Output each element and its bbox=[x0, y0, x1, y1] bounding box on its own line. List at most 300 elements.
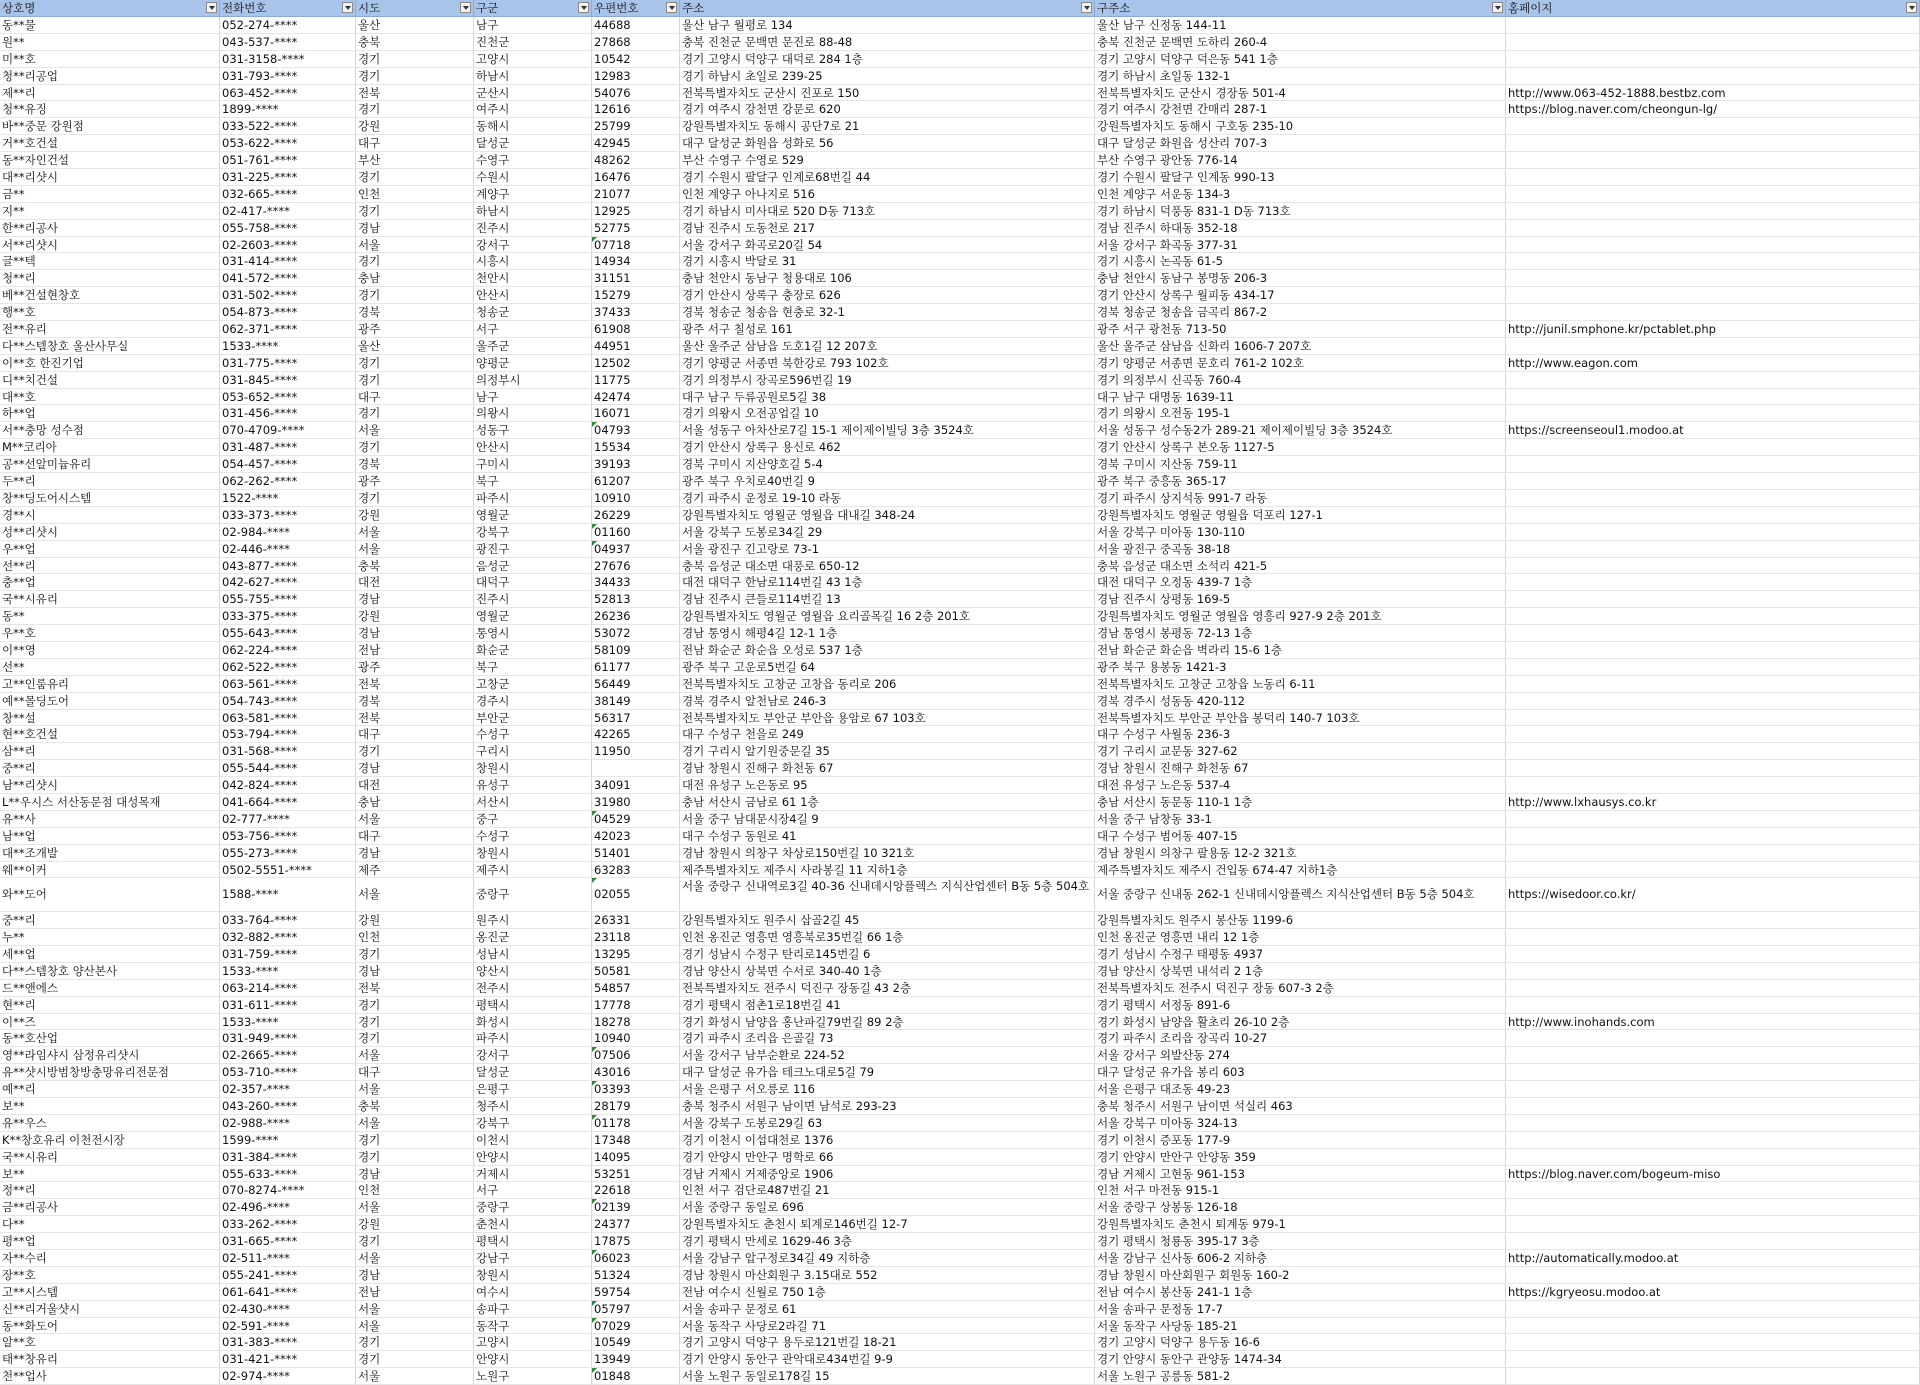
table-cell[interactable]: 경남 거제시 고현동 961-153 bbox=[1095, 1166, 1506, 1183]
table-cell[interactable]: 경남 통영시 봉평동 72-13 1층 bbox=[1095, 625, 1506, 642]
table-cell[interactable]: 충남 서산시 동문동 110-1 1층 bbox=[1095, 794, 1506, 811]
table-cell[interactable]: 경기 성남시 수정구 탄리로145번길 6 bbox=[680, 946, 1095, 963]
table-cell[interactable]: 남**리샷시 bbox=[0, 777, 220, 794]
table-cell[interactable]: 대**조개발 bbox=[0, 845, 220, 862]
table-cell[interactable]: 동해시 bbox=[474, 118, 592, 135]
table-cell[interactable]: 경기 구리시 알기원중문길 35 bbox=[680, 743, 1095, 760]
table-cell[interactable]: 062-522-**** bbox=[220, 659, 356, 676]
table-cell[interactable]: 충**업 bbox=[0, 574, 220, 591]
table-cell[interactable]: 31151 bbox=[592, 270, 680, 287]
table-cell[interactable]: 유**우스 bbox=[0, 1115, 220, 1132]
table-cell[interactable]: 세**업 bbox=[0, 946, 220, 963]
table-cell[interactable]: 54076 bbox=[592, 85, 680, 102]
table-cell[interactable]: 1599-**** bbox=[220, 1132, 356, 1149]
table-cell[interactable]: 경기 화성시 남양읍 활초리 26-10 2층 bbox=[1095, 1014, 1506, 1031]
table-cell[interactable]: 041-572-**** bbox=[220, 270, 356, 287]
table-cell[interactable]: 충북 음성군 대소면 대풍로 650-12 bbox=[680, 558, 1095, 575]
table-cell[interactable]: 42945 bbox=[592, 135, 680, 152]
table-cell[interactable]: 34091 bbox=[592, 777, 680, 794]
table-cell[interactable]: 전남 bbox=[356, 642, 474, 659]
table-cell[interactable]: 대구 달성군 유가읍 봉리 603 bbox=[1095, 1064, 1506, 1081]
table-cell[interactable]: 15534 bbox=[592, 439, 680, 456]
table-cell[interactable]: 대구 남구 대명동 1639-11 bbox=[1095, 389, 1506, 406]
table-cell[interactable]: 27676 bbox=[592, 558, 680, 575]
table-cell[interactable] bbox=[1506, 929, 1920, 946]
table-cell[interactable]: 042-627-**** bbox=[220, 574, 356, 591]
table-cell[interactable]: 서울 동작구 사당동 185-21 bbox=[1095, 1318, 1506, 1335]
table-cell[interactable]: 서울 동작구 사당로2라길 71 bbox=[680, 1318, 1095, 1335]
table-cell[interactable]: 유**샷시방범창방충망유리전문점 bbox=[0, 1064, 220, 1081]
table-cell[interactable]: 02-496-**** bbox=[220, 1199, 356, 1216]
table-cell[interactable]: 화순군 bbox=[474, 642, 592, 659]
table-cell[interactable] bbox=[1506, 456, 1920, 473]
table-cell[interactable]: 서울 강북구 미아동 130-110 bbox=[1095, 524, 1506, 541]
table-cell[interactable] bbox=[1506, 1334, 1920, 1351]
table-cell[interactable]: 경기 안산시 상록구 본오동 1127-5 bbox=[1095, 439, 1506, 456]
table-cell[interactable]: 경기 bbox=[356, 1334, 474, 1351]
table-cell[interactable]: 경기 여주시 강천면 간매리 287-1 bbox=[1095, 101, 1506, 118]
table-cell[interactable]: 서울 bbox=[356, 1047, 474, 1064]
table-cell[interactable]: 경남 bbox=[356, 220, 474, 237]
table-cell[interactable]: 광주 bbox=[356, 659, 474, 676]
table-cell[interactable] bbox=[1506, 642, 1920, 659]
table-cell[interactable]: 여주시 bbox=[474, 101, 592, 118]
table-cell[interactable]: 안산시 bbox=[474, 287, 592, 304]
table-cell[interactable]: 06023 bbox=[592, 1250, 680, 1267]
table-cell[interactable] bbox=[1506, 1199, 1920, 1216]
filter-dropdown-icon[interactable] bbox=[460, 2, 471, 13]
table-cell[interactable]: 1533-**** bbox=[220, 963, 356, 980]
table-cell[interactable]: 서울 bbox=[356, 1368, 474, 1385]
column-header[interactable] bbox=[680, 0, 1095, 17]
table-cell[interactable]: 02139 bbox=[592, 1199, 680, 1216]
table-cell[interactable]: 거**호건설 bbox=[0, 135, 220, 152]
table-cell[interactable]: 전북 bbox=[356, 710, 474, 727]
table-cell[interactable]: 1899-**** bbox=[220, 101, 356, 118]
table-cell[interactable]: 원** bbox=[0, 34, 220, 51]
table-cell[interactable]: 청**리공업 bbox=[0, 68, 220, 85]
table-cell[interactable]: 경기 안산시 상록구 충장로 626 bbox=[680, 287, 1095, 304]
table-cell[interactable]: 경기 고양시 덕양구 덕은동 541 1층 bbox=[1095, 51, 1506, 68]
table-cell[interactable]: 대전 대덕구 한남로114번길 43 1층 bbox=[680, 574, 1095, 591]
table-cell[interactable]: 경남 창원시 의창구 차상로150번길 10 321호 bbox=[680, 845, 1095, 862]
table-cell[interactable] bbox=[1506, 676, 1920, 693]
table-cell[interactable]: 대구 bbox=[356, 135, 474, 152]
table-cell[interactable]: 경남 진주시 상평동 169-5 bbox=[1095, 591, 1506, 608]
table-cell[interactable] bbox=[1506, 591, 1920, 608]
table-cell[interactable] bbox=[1506, 811, 1920, 828]
table-cell[interactable]: 26236 bbox=[592, 608, 680, 625]
table-cell[interactable]: 대전 유성구 노은동로 95 bbox=[680, 777, 1095, 794]
table-cell[interactable]: 고**시스템 bbox=[0, 1284, 220, 1301]
table-cell[interactable]: 전남 여수시 신월로 750 1층 bbox=[680, 1284, 1095, 1301]
table-cell[interactable]: 031-383-**** bbox=[220, 1334, 356, 1351]
table-cell[interactable]: 경기 안양시 만안구 명학로 66 bbox=[680, 1149, 1095, 1166]
table-cell[interactable]: 서울 은평구 대조동 49-23 bbox=[1095, 1081, 1506, 1098]
table-cell[interactable]: 041-664-**** bbox=[220, 794, 356, 811]
table-cell[interactable]: 070-4709-**** bbox=[220, 422, 356, 439]
table-cell[interactable]: 금**리공사 bbox=[0, 1199, 220, 1216]
table-cell[interactable]: 서울 중랑구 상봉동 126-18 bbox=[1095, 1199, 1506, 1216]
table-cell[interactable]: 광주 북구 우치로40번길 9 bbox=[680, 473, 1095, 490]
table-cell[interactable]: 평**업 bbox=[0, 1233, 220, 1250]
table-cell[interactable]: 경기 파주시 조리읍 장곡리 10-27 bbox=[1095, 1030, 1506, 1047]
table-cell[interactable]: 02-988-**** bbox=[220, 1115, 356, 1132]
table-cell[interactable]: 서울 bbox=[356, 1250, 474, 1267]
table-cell[interactable]: 063-214-**** bbox=[220, 980, 356, 997]
table-cell[interactable]: 50581 bbox=[592, 963, 680, 980]
table-cell[interactable]: 서울 광진구 긴고랑로 73-1 bbox=[680, 541, 1095, 558]
table-cell[interactable]: 강원특별자치도 춘천시 퇴계동 979-1 bbox=[1095, 1216, 1506, 1233]
table-cell[interactable]: 경기 성남시 수정구 태평동 4937 bbox=[1095, 946, 1506, 963]
table-cell[interactable]: 인천 옹진군 영흥면 내리 12 1층 bbox=[1095, 929, 1506, 946]
table-cell[interactable] bbox=[1506, 17, 1920, 34]
table-cell[interactable]: 국**시유리 bbox=[0, 1149, 220, 1166]
table-cell[interactable]: 경기 안양시 만안구 안양동 359 bbox=[1095, 1149, 1506, 1166]
table-cell[interactable]: 서울 bbox=[356, 1318, 474, 1335]
table-cell[interactable]: 서울 bbox=[356, 1301, 474, 1318]
table-cell[interactable]: 서울 노원구 동일로178길 15 bbox=[680, 1368, 1095, 1385]
table-cell[interactable]: 수영구 bbox=[474, 152, 592, 169]
table-cell[interactable]: 대구 수성구 동원로 41 bbox=[680, 828, 1095, 845]
table-cell[interactable]: 경기 파주시 조리읍 은골길 73 bbox=[680, 1030, 1095, 1047]
table-cell[interactable]: 다**스템창호 울산사무실 bbox=[0, 338, 220, 355]
table-cell[interactable]: 동**물 bbox=[0, 17, 220, 34]
table-cell[interactable]: 11775 bbox=[592, 372, 680, 389]
table-cell[interactable]: 충북 청주시 서원구 남이면 남석로 293-23 bbox=[680, 1098, 1095, 1115]
column-header[interactable] bbox=[1506, 0, 1920, 17]
table-cell[interactable]: 강원 bbox=[356, 118, 474, 135]
table-cell[interactable]: 남**업 bbox=[0, 828, 220, 845]
table-cell[interactable]: 양평군 bbox=[474, 355, 592, 372]
table-cell[interactable] bbox=[1506, 1216, 1920, 1233]
table-cell[interactable]: 두**리 bbox=[0, 473, 220, 490]
table-cell[interactable]: 031-225-**** bbox=[220, 169, 356, 186]
table-cell[interactable]: 48262 bbox=[592, 152, 680, 169]
table-cell[interactable]: 전북특별자치도 부안군 부안읍 봉덕리 140-7 103호 bbox=[1095, 710, 1506, 727]
table-cell[interactable] bbox=[1506, 1233, 1920, 1250]
table-cell[interactable]: 경기 파주시 상지석동 991-7 라동 bbox=[1095, 490, 1506, 507]
table-cell[interactable]: 서울 bbox=[356, 237, 474, 254]
table-cell[interactable]: 1533-**** bbox=[220, 338, 356, 355]
table-cell[interactable]: 054-457-**** bbox=[220, 456, 356, 473]
table-cell[interactable]: 경기 평택시 청룡동 395-17 3층 bbox=[1095, 1233, 1506, 1250]
table-cell[interactable]: 안양시 bbox=[474, 1351, 592, 1368]
table-cell[interactable]: 인천 bbox=[356, 929, 474, 946]
table-cell[interactable]: 경남 창원시 마산회원구 3.15대로 552 bbox=[680, 1267, 1095, 1284]
table-cell[interactable]: 경기 bbox=[356, 946, 474, 963]
table-cell[interactable]: 울주군 bbox=[474, 338, 592, 355]
table-cell[interactable]: 전북특별자치도 군산시 경장동 501-4 bbox=[1095, 85, 1506, 102]
table-cell[interactable]: 07506 bbox=[592, 1047, 680, 1064]
table-cell[interactable]: http://www.inohands.com bbox=[1506, 1014, 1920, 1031]
table-cell[interactable]: 04793 bbox=[592, 422, 680, 439]
table-cell[interactable] bbox=[1506, 439, 1920, 456]
table-cell[interactable]: 전남 화순군 화순읍 오성로 537 1층 bbox=[680, 642, 1095, 659]
table-cell[interactable]: 11950 bbox=[592, 743, 680, 760]
table-cell[interactable]: 경기 하남시 덕풍동 831-1 D동 713호 bbox=[1095, 203, 1506, 220]
table-cell[interactable]: 태**창유리 bbox=[0, 1351, 220, 1368]
table-cell[interactable]: 우**호 bbox=[0, 625, 220, 642]
table-cell[interactable] bbox=[1506, 287, 1920, 304]
table-cell[interactable]: 1533-**** bbox=[220, 1014, 356, 1031]
table-cell[interactable]: 23118 bbox=[592, 929, 680, 946]
table-cell[interactable]: 강원특별자치도 영월군 영월읍 덕포리 127-1 bbox=[1095, 507, 1506, 524]
table-cell[interactable]: 평택시 bbox=[474, 997, 592, 1014]
table-cell[interactable]: 충북 진천군 문백면 도하리 260-4 bbox=[1095, 34, 1506, 51]
table-cell[interactable]: https://blog.naver.com/bogeum-miso bbox=[1506, 1166, 1920, 1183]
table-cell[interactable]: 경기 bbox=[356, 1351, 474, 1368]
table-cell[interactable]: 서**리샷시 bbox=[0, 237, 220, 254]
table-cell[interactable]: 경기 안산시 상록구 용신로 462 bbox=[680, 439, 1095, 456]
table-cell[interactable]: 055-544-**** bbox=[220, 760, 356, 777]
table-cell[interactable]: 선** bbox=[0, 659, 220, 676]
table-cell[interactable] bbox=[1506, 625, 1920, 642]
table-cell[interactable]: 1522-**** bbox=[220, 490, 356, 507]
column-header[interactable] bbox=[592, 0, 680, 17]
table-cell[interactable] bbox=[1506, 490, 1920, 507]
table-cell[interactable] bbox=[1506, 270, 1920, 287]
table-cell[interactable]: 54857 bbox=[592, 980, 680, 997]
table-cell[interactable]: 02-357-**** bbox=[220, 1081, 356, 1098]
table-cell[interactable]: 서울 강북구 도봉로29길 63 bbox=[680, 1115, 1095, 1132]
table-cell[interactable]: 경기 구리시 교문동 327-62 bbox=[1095, 743, 1506, 760]
table-cell[interactable] bbox=[1506, 608, 1920, 625]
table-cell[interactable]: 부산 bbox=[356, 152, 474, 169]
table-cell[interactable]: L**우시스 서산동문점 대성목재 bbox=[0, 794, 220, 811]
table-cell[interactable]: 경기 bbox=[356, 372, 474, 389]
table-cell[interactable]: 부산 수영구 수영로 529 bbox=[680, 152, 1095, 169]
table-cell[interactable]: 진주시 bbox=[474, 591, 592, 608]
table-cell[interactable]: 055-633-**** bbox=[220, 1166, 356, 1183]
table-cell[interactable]: 0502-5551-**** bbox=[220, 862, 356, 879]
table-cell[interactable]: 경기 bbox=[356, 253, 474, 270]
table-cell[interactable]: 서울 은평구 서오릉로 116 bbox=[680, 1081, 1095, 1098]
table-cell[interactable]: 031-421-**** bbox=[220, 1351, 356, 1368]
table-cell[interactable]: 051-761-**** bbox=[220, 152, 356, 169]
table-cell[interactable] bbox=[1506, 1098, 1920, 1115]
table-cell[interactable]: 제**리 bbox=[0, 85, 220, 102]
table-cell[interactable]: 안산시 bbox=[474, 439, 592, 456]
table-cell[interactable]: 동**호산업 bbox=[0, 1030, 220, 1047]
table-cell[interactable]: 정**리 bbox=[0, 1182, 220, 1199]
table-cell[interactable]: 알**호 bbox=[0, 1334, 220, 1351]
table-cell[interactable]: 12502 bbox=[592, 355, 680, 372]
table-cell[interactable]: 구미시 bbox=[474, 456, 592, 473]
table-cell[interactable]: 대**리샷시 bbox=[0, 169, 220, 186]
table-cell[interactable]: 경기 고양시 덕양구 용두로121번길 18-21 bbox=[680, 1334, 1095, 1351]
table-cell[interactable]: 창**설 bbox=[0, 710, 220, 727]
table-cell[interactable]: 12925 bbox=[592, 203, 680, 220]
table-cell[interactable] bbox=[592, 760, 680, 777]
table-cell[interactable]: 서울 중랑구 동일로 696 bbox=[680, 1199, 1095, 1216]
table-cell[interactable] bbox=[1506, 169, 1920, 186]
table-cell[interactable]: 59754 bbox=[592, 1284, 680, 1301]
table-cell[interactable]: 경기 양평군 서종면 북한강로 793 102호 bbox=[680, 355, 1095, 372]
table-cell[interactable]: 인천 서구 마전동 915-1 bbox=[1095, 1182, 1506, 1199]
table-cell[interactable]: 고**인룸유리 bbox=[0, 676, 220, 693]
table-cell[interactable]: 광주 북구 용봉동 1421-3 bbox=[1095, 659, 1506, 676]
table-cell[interactable] bbox=[1506, 389, 1920, 406]
table-cell[interactable]: 영월군 bbox=[474, 608, 592, 625]
table-cell[interactable]: 경기 bbox=[356, 101, 474, 118]
table-cell[interactable]: 경기 bbox=[356, 1132, 474, 1149]
table-cell[interactable]: 영**라임샤시 삼정유리샷시 bbox=[0, 1047, 220, 1064]
table-cell[interactable]: 27868 bbox=[592, 34, 680, 51]
table-cell[interactable]: 61908 bbox=[592, 321, 680, 338]
table-cell[interactable]: 삼**리 bbox=[0, 743, 220, 760]
table-cell[interactable]: 02-417-**** bbox=[220, 203, 356, 220]
table-cell[interactable]: 061-641-**** bbox=[220, 1284, 356, 1301]
table-cell[interactable]: 경기 수원시 팔달구 인계로68번길 44 bbox=[680, 169, 1095, 186]
table-cell[interactable]: 서울 bbox=[356, 811, 474, 828]
table-cell[interactable] bbox=[1506, 118, 1920, 135]
table-cell[interactable]: 제주특별자치도 제주시 건입동 674-47 지하1층 bbox=[1095, 862, 1506, 879]
table-cell[interactable]: 제주 bbox=[356, 862, 474, 879]
table-cell[interactable]: 033-522-**** bbox=[220, 118, 356, 135]
table-cell[interactable]: 바**중문 강원점 bbox=[0, 118, 220, 135]
table-cell[interactable]: 청송군 bbox=[474, 304, 592, 321]
table-cell[interactable]: 58109 bbox=[592, 642, 680, 659]
table-cell[interactable]: 고창군 bbox=[474, 676, 592, 693]
table-cell[interactable]: 동작구 bbox=[474, 1318, 592, 1335]
table-cell[interactable]: 서울 광진구 중곡동 38-18 bbox=[1095, 541, 1506, 558]
table-cell[interactable]: 진주시 bbox=[474, 220, 592, 237]
table-cell[interactable] bbox=[1506, 220, 1920, 237]
table-cell[interactable]: https://blog.naver.com/cheongun-lg/ bbox=[1506, 101, 1920, 118]
table-cell[interactable]: 강원 bbox=[356, 507, 474, 524]
table-cell[interactable]: 031-3158-**** bbox=[220, 51, 356, 68]
table-cell[interactable]: 경남 진주시 하대동 352-18 bbox=[1095, 220, 1506, 237]
table-cell[interactable]: 033-375-**** bbox=[220, 608, 356, 625]
table-cell[interactable]: http://automatically.modoo.at bbox=[1506, 1250, 1920, 1267]
table-cell[interactable]: 경남 bbox=[356, 1166, 474, 1183]
table-cell[interactable]: 경기 bbox=[356, 51, 474, 68]
table-cell[interactable]: 군산시 bbox=[474, 85, 592, 102]
table-cell[interactable]: 054-743-**** bbox=[220, 693, 356, 710]
table-cell[interactable]: 동**화도어 bbox=[0, 1318, 220, 1335]
table-cell[interactable]: 26331 bbox=[592, 912, 680, 929]
table-cell[interactable]: 경남 bbox=[356, 1267, 474, 1284]
table-cell[interactable]: 울산 남구 월평로 134 bbox=[680, 17, 1095, 34]
table-cell[interactable]: 02-591-**** bbox=[220, 1318, 356, 1335]
table-cell[interactable]: 063-452-**** bbox=[220, 85, 356, 102]
table-cell[interactable]: 26229 bbox=[592, 507, 680, 524]
table-cell[interactable] bbox=[1506, 186, 1920, 203]
table-cell[interactable]: 화성시 bbox=[474, 1014, 592, 1031]
table-cell[interactable]: 인천 서구 검단로487번길 21 bbox=[680, 1182, 1095, 1199]
table-cell[interactable]: 광주 서구 칠성로 161 bbox=[680, 321, 1095, 338]
table-cell[interactable]: 대**호 bbox=[0, 389, 220, 406]
table-cell[interactable]: 강북구 bbox=[474, 1115, 592, 1132]
table-cell[interactable]: 02-511-**** bbox=[220, 1250, 356, 1267]
table-cell[interactable]: 서울 강서구 남부순환로 224-52 bbox=[680, 1047, 1095, 1064]
table-cell[interactable]: 25799 bbox=[592, 118, 680, 135]
table-cell[interactable]: 경기 화성시 남양읍 홍난파길79번길 89 2층 bbox=[680, 1014, 1095, 1031]
table-cell[interactable] bbox=[1506, 997, 1920, 1014]
filter-dropdown-icon[interactable] bbox=[578, 2, 589, 13]
table-cell[interactable]: 달성군 bbox=[474, 1064, 592, 1081]
table-cell[interactable]: https://screenseoul1.modoo.at bbox=[1506, 422, 1920, 439]
table-cell[interactable]: 경기 시흥시 박달로 31 bbox=[680, 253, 1095, 270]
table-cell[interactable]: 서울 강서구 화곡로20길 54 bbox=[680, 237, 1095, 254]
table-cell[interactable] bbox=[1506, 946, 1920, 963]
table-cell[interactable]: 울산 울주군 삼남읍 신화리 1606-7 207호 bbox=[1095, 338, 1506, 355]
table-cell[interactable]: 은평구 bbox=[474, 1081, 592, 1098]
table-cell[interactable]: 05797 bbox=[592, 1301, 680, 1318]
table-cell[interactable]: 02-2665-**** bbox=[220, 1047, 356, 1064]
table-cell[interactable]: 경기 bbox=[356, 1014, 474, 1031]
column-header[interactable] bbox=[1095, 0, 1506, 17]
table-cell[interactable]: 창원시 bbox=[474, 1267, 592, 1284]
table-cell[interactable]: 21077 bbox=[592, 186, 680, 203]
table-cell[interactable]: 서울 bbox=[356, 524, 474, 541]
table-cell[interactable]: 누** bbox=[0, 929, 220, 946]
table-cell[interactable]: 043-260-**** bbox=[220, 1098, 356, 1115]
table-cell[interactable]: 다**스템창호 양산본사 bbox=[0, 963, 220, 980]
table-cell[interactable]: 031-759-**** bbox=[220, 946, 356, 963]
table-cell[interactable]: 031-502-**** bbox=[220, 287, 356, 304]
table-cell[interactable]: 10542 bbox=[592, 51, 680, 68]
table-cell[interactable]: 대구 bbox=[356, 389, 474, 406]
table-cell[interactable]: 드**앤에스 bbox=[0, 980, 220, 997]
table-cell[interactable]: 계양구 bbox=[474, 186, 592, 203]
table-cell[interactable]: 15279 bbox=[592, 287, 680, 304]
table-cell[interactable]: 천안시 bbox=[474, 270, 592, 287]
table-cell[interactable]: 강원특별자치도 동해시 공단7로 21 bbox=[680, 118, 1095, 135]
table-cell[interactable]: 서구 bbox=[474, 321, 592, 338]
table-cell[interactable] bbox=[1506, 1368, 1920, 1385]
table-cell[interactable] bbox=[1506, 1182, 1920, 1199]
table-cell[interactable]: 전북 bbox=[356, 85, 474, 102]
table-cell[interactable]: 울산 남구 신정동 144-11 bbox=[1095, 17, 1506, 34]
table-cell[interactable]: 의왕시 bbox=[474, 405, 592, 422]
table-cell[interactable]: 평택시 bbox=[474, 1233, 592, 1250]
table-cell[interactable]: 우**업 bbox=[0, 541, 220, 558]
table-cell[interactable]: 070-8274-**** bbox=[220, 1182, 356, 1199]
table-cell[interactable]: 대전 대덕구 오정동 439-7 1층 bbox=[1095, 574, 1506, 591]
table-cell[interactable]: 031-793-**** bbox=[220, 68, 356, 85]
table-cell[interactable]: 경기 bbox=[356, 355, 474, 372]
table-cell[interactable]: 42265 bbox=[592, 726, 680, 743]
table-cell[interactable]: 경남 bbox=[356, 625, 474, 642]
table-cell[interactable]: 42474 bbox=[592, 389, 680, 406]
table-cell[interactable]: 광주 북구 고운로5번길 64 bbox=[680, 659, 1095, 676]
table-cell[interactable]: 서산시 bbox=[474, 794, 592, 811]
table-cell[interactable]: 경기 이천시 이섭대천로 1376 bbox=[680, 1132, 1095, 1149]
table-cell[interactable]: 한**리공사 bbox=[0, 220, 220, 237]
table-cell[interactable]: 경남 양산시 상북면 내석리 2 1층 bbox=[1095, 963, 1506, 980]
table-cell[interactable]: 경남 거제시 거제중앙로 1906 bbox=[680, 1166, 1095, 1183]
table-cell[interactable]: 고양시 bbox=[474, 1334, 592, 1351]
table-cell[interactable]: 인천 옹진군 영흥면 영흥북로35번길 66 1층 bbox=[680, 929, 1095, 946]
table-cell[interactable]: 국**시유리 bbox=[0, 591, 220, 608]
table-cell[interactable]: 대구 달성군 유가읍 테크노대로5길 79 bbox=[680, 1064, 1095, 1081]
table-cell[interactable]: 강원특별자치도 영월군 영월읍 대내길 348-24 bbox=[680, 507, 1095, 524]
table-cell[interactable]: 경북 경주시 성동동 420-112 bbox=[1095, 693, 1506, 710]
table-cell[interactable]: 천**업사 bbox=[0, 1368, 220, 1385]
table-cell[interactable]: 선**리 bbox=[0, 558, 220, 575]
table-cell[interactable]: 03393 bbox=[592, 1081, 680, 1098]
table-cell[interactable] bbox=[1506, 845, 1920, 862]
table-cell[interactable]: 서울 bbox=[356, 1081, 474, 1098]
table-cell[interactable]: 17875 bbox=[592, 1233, 680, 1250]
table-cell[interactable]: 구리시 bbox=[474, 743, 592, 760]
table-cell[interactable]: 안양시 bbox=[474, 1149, 592, 1166]
table-cell[interactable]: 경남 bbox=[356, 591, 474, 608]
table-cell[interactable]: 동**자인건설 bbox=[0, 152, 220, 169]
table-cell[interactable]: 055-643-**** bbox=[220, 625, 356, 642]
